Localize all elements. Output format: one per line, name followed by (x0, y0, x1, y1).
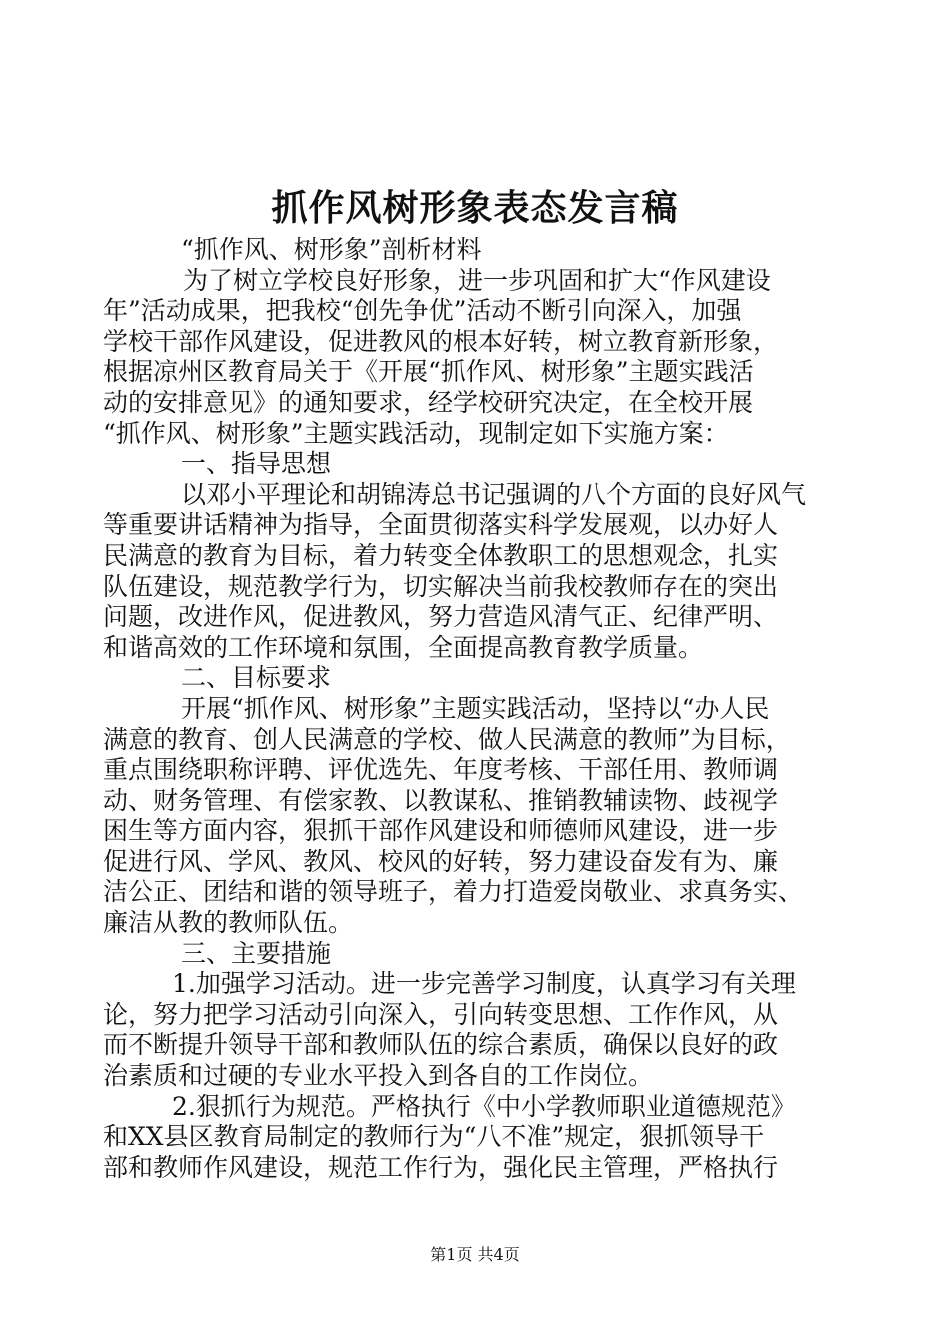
paragraph-line: 为了树立学校良好形象，进一步巩固和扩大“作风建设 (183, 265, 771, 295)
document-title: 抓作风树形象表态发言稿 (271, 187, 679, 229)
page-footer: 第1页 共4页 (430, 1245, 520, 1264)
paragraph-line: 动的安排意见》的通知要求，经学校研究决定，在全校开展 (103, 387, 754, 417)
paragraph-line: 重点围绕职称评聘、评优选先、年度考核、干部任用、教师调 (103, 755, 779, 785)
paragraph-line: 洁公正、团结和谐的领导班子，着力打造爱岗敬业、求真务实、 (103, 877, 804, 907)
paragraph-line: 1.加强学习活动。进一步完善学习制度，认真学习有关理 (172, 969, 796, 999)
section-heading: 二、目标要求 (181, 663, 332, 693)
paragraph-line: 困生等方面内容，狠抓干部作风建设和师德师风建设，进一步 (103, 816, 779, 846)
document-body (103, 235, 863, 1183)
paragraph-line: 部和教师作风建设，规范工作行为，强化民主管理，严格执行 (103, 1152, 779, 1182)
paragraph-line: 动、财务管理、有偿家教、以教谋私、推销教辅读物、歧视学 (103, 785, 779, 815)
paragraph-line: 开展“抓作风、树形象”主题实践活动，坚持以“办人民 (181, 693, 770, 723)
paragraph-line: 年”活动成果，把我校“创先争优”活动不断引向深入，加强 (103, 296, 742, 326)
paragraph-line: 队伍建设，规范教学行为，切实解决当前我校教师存在的突出 (103, 571, 779, 601)
paragraph-line: 而不断提升领导干部和教师队伍的综合素质，确保以良好的政 (103, 1030, 779, 1060)
paragraph-line: 和XX县区教育局制定的教师行为“八不准”规定，狠抓领导干 (103, 1122, 765, 1152)
subtitle-line: “抓作风、树形象”剖析材料 (181, 235, 482, 264)
section-heading: 一、指导思想 (181, 449, 332, 479)
paragraph-line: “抓作风、树形象”主题实践活动，现制定如下实施方案： (103, 418, 729, 448)
paragraph-line: 问题，改进作风，促进教风，努力营造风清气正、纪律严明、 (103, 602, 779, 632)
paragraph-line: 以邓小平理论和胡锦涛总书记强调的八个方面的良好风气 (181, 479, 807, 509)
paragraph-line: 治素质和过硬的专业水平投入到各自的工作岗位。 (103, 1061, 654, 1091)
paragraph-line: 和谐高效的工作环境和氛围，全面提高教育教学质量。 (103, 632, 704, 662)
paragraph-line: 廉洁从教的教师队伍。 (103, 908, 354, 938)
paragraph-line: 根据凉州区教育局关于《开展“抓作风、树形象”主题实践活 (103, 357, 754, 387)
paragraph-line: 2.狠抓行为规范。严格执行《中小学教师职业道德规范》 (172, 1091, 796, 1121)
paragraph-line: 满意的教育、创人民满意的学校、做人民满意的教师”为目标， (103, 724, 791, 754)
paragraph-line: 学校干部作风建设，促进教风的根本好转，树立教育新形象， (103, 326, 779, 356)
section-heading: 三、主要措施 (181, 938, 332, 968)
paragraph-line: 论，努力把学习活动引向深入，引向转变思想、工作作风，从 (103, 999, 779, 1029)
paragraph-line: 民满意的教育为目标，着力转变全体教职工的思想观念，扎实 (103, 540, 779, 570)
paragraph-line: 促进行风、学风、教风、校风的好转，努力建设奋发有为、廉 (103, 846, 779, 876)
paragraph-line: 等重要讲话精神为指导，全面贯彻落实科学发展观，以办好人 (103, 510, 779, 540)
